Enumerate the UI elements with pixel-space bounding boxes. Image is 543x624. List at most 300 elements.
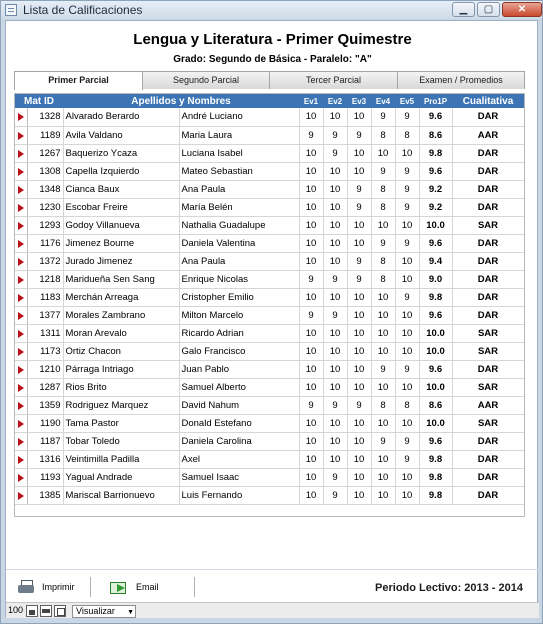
- cell-ev1: 10: [299, 252, 323, 270]
- cell-apellidos: Capella Izquierdo: [63, 162, 179, 180]
- row-pointer-icon: [18, 366, 24, 374]
- cell-nombres: Daniela Valentina: [179, 234, 299, 252]
- cell-ev4: 9: [371, 360, 395, 378]
- cell-ev2: 10: [323, 180, 347, 198]
- printer-icon: [18, 580, 34, 594]
- cell-mat-id: 1267: [27, 144, 63, 162]
- cell-ev2: 10: [323, 450, 347, 468]
- row-selector[interactable]: [15, 378, 27, 396]
- cell-ev5: 8: [395, 126, 419, 144]
- cell-mat-id: 1190: [27, 414, 63, 432]
- table-row[interactable]: [15, 198, 524, 216]
- table-row[interactable]: [15, 324, 524, 342]
- client-area: [5, 20, 538, 618]
- actual-size-icon[interactable]: [54, 605, 66, 617]
- cell-cualitativa: SAR: [452, 324, 524, 342]
- cell-ev3: 10: [347, 108, 371, 126]
- cell-apellidos: Tobar Toledo: [63, 432, 179, 450]
- cell-mat-id: 1348: [27, 180, 63, 198]
- table-row[interactable]: [15, 126, 524, 144]
- cell-ev1: 10: [299, 288, 323, 306]
- table-row[interactable]: [15, 378, 524, 396]
- cell-ev4: 8: [371, 270, 395, 288]
- cell-mat-id: 1218: [27, 270, 63, 288]
- col-header-cualitativa[interactable]: Cualitativa: [452, 94, 524, 108]
- cell-apellidos: Rodriguez Marquez: [63, 396, 179, 414]
- cell-ev4: 10: [371, 342, 395, 360]
- table-row[interactable]: [15, 180, 524, 198]
- row-selector[interactable]: [15, 108, 27, 126]
- cell-nombres: Axel: [179, 450, 299, 468]
- cell-apellidos: Baquerizo Ycaza: [63, 144, 179, 162]
- cell-pro1p: 9.2: [419, 180, 452, 198]
- col-header-ev4[interactable]: Ev4: [371, 94, 395, 108]
- cell-pro1p: 10.0: [419, 216, 452, 234]
- cell-nombres: Cristopher Emilio: [179, 288, 299, 306]
- cell-apellidos: Mariscal Barrionuevo: [63, 486, 179, 504]
- cell-ev5: 10: [395, 486, 419, 504]
- table-row[interactable]: [15, 234, 524, 252]
- cell-mat-id: 1359: [27, 396, 63, 414]
- cell-ev2: 10: [323, 288, 347, 306]
- cell-ev5: 10: [395, 306, 419, 324]
- cell-nombres: Galo Francisco: [179, 342, 299, 360]
- cell-pro1p: 10.0: [419, 324, 452, 342]
- cell-apellidos: Tama Pastor: [63, 414, 179, 432]
- cell-nombres: Ana Paula: [179, 180, 299, 198]
- cell-pro1p: 10.0: [419, 342, 452, 360]
- cell-cualitativa: DAR: [452, 306, 524, 324]
- cell-mat-id: 1311: [27, 324, 63, 342]
- cell-ev4: 10: [371, 288, 395, 306]
- cell-ev2: 10: [323, 324, 347, 342]
- cell-ev4: 10: [371, 468, 395, 486]
- row-selector[interactable]: [15, 468, 27, 486]
- cell-pro1p: 9.0: [419, 270, 452, 288]
- cell-pro1p: 9.6: [419, 432, 452, 450]
- cell-ev2: 9: [323, 126, 347, 144]
- cell-ev5: 10: [395, 252, 419, 270]
- cell-ev2: 10: [323, 360, 347, 378]
- cell-ev5: 9: [395, 180, 419, 198]
- cell-ev2: 10: [323, 234, 347, 252]
- row-selector[interactable]: [15, 144, 27, 162]
- cell-ev5: 10: [395, 216, 419, 234]
- row-pointer-icon: [18, 330, 24, 338]
- cell-ev5: 10: [395, 324, 419, 342]
- row-pointer-icon: [18, 456, 24, 464]
- grades-table: [15, 94, 525, 505]
- cell-apellidos: Godoy Villanueva: [63, 216, 179, 234]
- cell-pro1p: 9.6: [419, 108, 452, 126]
- cell-ev1: 10: [299, 234, 323, 252]
- cell-apellidos: Ortiz Chacon: [63, 342, 179, 360]
- cell-ev3: 10: [347, 432, 371, 450]
- cell-apellidos: Alvarado Berardo: [63, 108, 179, 126]
- row-pointer-icon: [18, 492, 24, 500]
- view-select-value: Visualizar: [76, 606, 115, 616]
- row-pointer-icon: [18, 438, 24, 446]
- col-header-ev3[interactable]: Ev3: [347, 94, 371, 108]
- cell-nombres: Juan Pablo: [179, 360, 299, 378]
- cell-ev5: 9: [395, 234, 419, 252]
- periodo-lectivo: Periodo Lectivo: 2013 - 2014: [375, 582, 523, 594]
- cell-mat-id: 1193: [27, 468, 63, 486]
- cell-mat-id: 1316: [27, 450, 63, 468]
- cell-apellidos: Merchán Arreaga: [63, 288, 179, 306]
- row-pointer-icon: [18, 258, 24, 266]
- cell-ev2: 10: [323, 198, 347, 216]
- title-bar[interactable]: [1, 1, 542, 19]
- cell-ev2: 9: [323, 306, 347, 324]
- cell-ev2: 10: [323, 342, 347, 360]
- cell-apellidos: Avila Valdano: [63, 126, 179, 144]
- row-pointer-icon: [18, 384, 24, 392]
- cell-pro1p: 9.8: [419, 486, 452, 504]
- cell-mat-id: 1328: [27, 108, 63, 126]
- cell-pro1p: 10.0: [419, 414, 452, 432]
- cell-ev5: 9: [395, 432, 419, 450]
- print-button[interactable]: [18, 577, 75, 597]
- cell-nombres: Donald Estefano: [179, 414, 299, 432]
- cell-ev1: 10: [299, 342, 323, 360]
- row-selector[interactable]: [15, 216, 27, 234]
- cell-apellidos: Cianca Baux: [63, 180, 179, 198]
- cell-ev3: 9: [347, 198, 371, 216]
- cell-cualitativa: DAR: [452, 162, 524, 180]
- cell-ev1: 10: [299, 162, 323, 180]
- row-pointer-icon: [18, 204, 24, 212]
- cell-ev3: 9: [347, 396, 371, 414]
- cell-ev3: 10: [347, 486, 371, 504]
- cell-ev4: 9: [371, 432, 395, 450]
- tab-tercer-parcial[interactable]: Tercer Parcial: [269, 71, 398, 89]
- table-row[interactable]: [15, 450, 524, 468]
- table-row[interactable]: [15, 108, 524, 126]
- zoom-level[interactable]: 100: [8, 605, 24, 615]
- cell-ev3: 9: [347, 252, 371, 270]
- col-header-ev5[interactable]: Ev5: [395, 94, 419, 108]
- view-select[interactable]: [72, 605, 136, 618]
- cell-cualitativa: DAR: [452, 450, 524, 468]
- row-selector[interactable]: [15, 360, 27, 378]
- fit-page-icon[interactable]: [26, 605, 38, 617]
- tab-primer-parcial[interactable]: Primer Parcial: [14, 71, 143, 90]
- row-selector[interactable]: [15, 288, 27, 306]
- cell-ev2: 10: [323, 108, 347, 126]
- cell-ev5: 10: [395, 414, 419, 432]
- cell-ev3: 10: [347, 306, 371, 324]
- cell-ev3: 9: [347, 180, 371, 198]
- col-header-nombres[interactable]: Apellidos y Nombres: [63, 94, 299, 108]
- cell-ev5: 10: [395, 144, 419, 162]
- cell-ev1: 9: [299, 306, 323, 324]
- cell-ev4: 10: [371, 486, 395, 504]
- cell-nombres: Mateo Sebastian: [179, 162, 299, 180]
- cell-ev5: 9: [395, 162, 419, 180]
- col-header-ev2[interactable]: Ev2: [323, 94, 347, 108]
- cell-ev3: 10: [347, 414, 371, 432]
- cell-cualitativa: DAR: [452, 234, 524, 252]
- table-row[interactable]: [15, 360, 524, 378]
- cell-ev1: 10: [299, 486, 323, 504]
- cell-mat-id: 1372: [27, 252, 63, 270]
- row-selector[interactable]: [15, 126, 27, 144]
- table-row[interactable]: [15, 162, 524, 180]
- row-selector[interactable]: [15, 324, 27, 342]
- cell-mat-id: 1385: [27, 486, 63, 504]
- cell-ev4: 10: [371, 414, 395, 432]
- cell-apellidos: Jimenez Bourne: [63, 234, 179, 252]
- cell-ev1: 10: [299, 432, 323, 450]
- cell-ev4: 10: [371, 450, 395, 468]
- cell-pro1p: 9.4: [419, 252, 452, 270]
- close-button[interactable]: ✕: [502, 2, 542, 17]
- cell-ev1: 10: [299, 360, 323, 378]
- row-pointer-icon: [18, 474, 24, 482]
- row-pointer-icon: [18, 222, 24, 230]
- row-pointer-icon: [18, 113, 24, 121]
- cell-ev3: 10: [347, 360, 371, 378]
- app-icon: [5, 4, 17, 16]
- row-pointer-icon: [18, 132, 24, 140]
- table-row[interactable]: [15, 216, 524, 234]
- row-selector[interactable]: [15, 198, 27, 216]
- cell-ev1: 9: [299, 396, 323, 414]
- cell-cualitativa: DAR: [452, 360, 524, 378]
- cell-ev4: 10: [371, 144, 395, 162]
- table-row[interactable]: [15, 306, 524, 324]
- cell-apellidos: Rios Brito: [63, 378, 179, 396]
- cell-ev1: 10: [299, 468, 323, 486]
- fit-width-icon[interactable]: [40, 605, 52, 617]
- cell-ev5: 10: [395, 468, 419, 486]
- tab-examen-promedios[interactable]: Examen / Promedios: [397, 71, 525, 89]
- cell-ev5: 8: [395, 396, 419, 414]
- cell-nombres: Samuel Isaac: [179, 468, 299, 486]
- cell-ev2: 10: [323, 414, 347, 432]
- table-header-row: [15, 94, 524, 108]
- table-row[interactable]: [15, 342, 524, 360]
- row-selector[interactable]: [15, 162, 27, 180]
- table-row[interactable]: [15, 144, 524, 162]
- cell-apellidos: Escobar Freire: [63, 198, 179, 216]
- cell-ev4: 8: [371, 180, 395, 198]
- cell-ev5: 10: [395, 378, 419, 396]
- cell-mat-id: 1287: [27, 378, 63, 396]
- cell-ev3: 10: [347, 234, 371, 252]
- chevron-down-icon: ▼: [127, 609, 134, 616]
- cell-cualitativa: DAR: [452, 198, 524, 216]
- cell-ev5: 10: [395, 270, 419, 288]
- table-row[interactable]: [15, 252, 524, 270]
- cell-cualitativa: DAR: [452, 486, 524, 504]
- email-label: Email: [136, 582, 159, 592]
- cell-nombres: André Luciano: [179, 108, 299, 126]
- cell-apellidos: Maridueña Sen Sang: [63, 270, 179, 288]
- cell-apellidos: Moran Arevalo: [63, 324, 179, 342]
- cell-mat-id: 1210: [27, 360, 63, 378]
- cell-cualitativa: SAR: [452, 342, 524, 360]
- cell-ev1: 10: [299, 450, 323, 468]
- cell-ev1: 9: [299, 126, 323, 144]
- cell-ev1: 10: [299, 414, 323, 432]
- cell-ev5: 9: [395, 288, 419, 306]
- cell-apellidos: Yagual Andrade: [63, 468, 179, 486]
- cell-mat-id: 1377: [27, 306, 63, 324]
- cell-ev3: 9: [347, 270, 371, 288]
- table-row[interactable]: [15, 414, 524, 432]
- cell-ev4: 8: [371, 126, 395, 144]
- cell-ev3: 10: [347, 162, 371, 180]
- footer-divider: [6, 569, 539, 570]
- cell-mat-id: 1230: [27, 198, 63, 216]
- row-pointer-icon: [18, 348, 24, 356]
- table-row[interactable]: [15, 432, 524, 450]
- cell-ev3: 10: [347, 216, 371, 234]
- cell-mat-id: 1189: [27, 126, 63, 144]
- cell-pro1p: 9.6: [419, 306, 452, 324]
- cell-ev2: 10: [323, 216, 347, 234]
- col-header-pro1p[interactable]: Pro1P: [419, 94, 452, 108]
- cell-ev5: 9: [395, 450, 419, 468]
- cell-cualitativa: SAR: [452, 414, 524, 432]
- cell-nombres: Samuel Alberto: [179, 378, 299, 396]
- table-row[interactable]: [15, 468, 524, 486]
- cell-ev4: 8: [371, 198, 395, 216]
- cell-ev1: 10: [299, 144, 323, 162]
- cell-pro1p: 8.6: [419, 126, 452, 144]
- cell-mat-id: 1293: [27, 216, 63, 234]
- status-bar: [6, 602, 539, 618]
- row-selector[interactable]: [15, 180, 27, 198]
- cell-cualitativa: SAR: [452, 378, 524, 396]
- row-selector[interactable]: [15, 306, 27, 324]
- col-header-mat-id[interactable]: Mat ID: [15, 94, 63, 108]
- cell-nombres: David Nahum: [179, 396, 299, 414]
- cell-ev2: 10: [323, 162, 347, 180]
- table-row[interactable]: [15, 288, 524, 306]
- minimize-button[interactable]: ▁: [452, 2, 475, 17]
- cell-ev2: 9: [323, 396, 347, 414]
- table-row[interactable]: [15, 396, 524, 414]
- cell-nombres: Enrique Nicolas: [179, 270, 299, 288]
- cell-ev1: 10: [299, 324, 323, 342]
- row-selector[interactable]: [15, 414, 27, 432]
- cell-nombres: Ana Paula: [179, 252, 299, 270]
- cell-cualitativa: DAR: [452, 144, 524, 162]
- cell-pro1p: 10.0: [419, 378, 452, 396]
- cell-ev4: 10: [371, 216, 395, 234]
- cell-ev4: 9: [371, 162, 395, 180]
- cell-ev1: 10: [299, 216, 323, 234]
- row-selector[interactable]: [15, 252, 27, 270]
- row-pointer-icon: [18, 294, 24, 302]
- row-pointer-icon: [18, 150, 24, 158]
- cell-nombres: María Belén: [179, 198, 299, 216]
- cell-ev2: 9: [323, 486, 347, 504]
- row-selector[interactable]: [15, 234, 27, 252]
- row-pointer-icon: [18, 168, 24, 176]
- cell-ev1: 10: [299, 378, 323, 396]
- cell-ev2: 10: [323, 432, 347, 450]
- col-header-ev1[interactable]: Ev1: [299, 94, 323, 108]
- row-pointer-icon: [18, 276, 24, 284]
- row-selector[interactable]: [15, 486, 27, 504]
- cell-ev2: 9: [323, 468, 347, 486]
- cell-cualitativa: AAR: [452, 396, 524, 414]
- table-row[interactable]: [15, 486, 524, 504]
- cell-ev1: 10: [299, 198, 323, 216]
- cell-pro1p: 9.8: [419, 450, 452, 468]
- cell-mat-id: 1183: [27, 288, 63, 306]
- cell-nombres: Nathalia Guadalupe: [179, 216, 299, 234]
- maximize-button[interactable]: ▢: [477, 2, 500, 17]
- cell-cualitativa: DAR: [452, 432, 524, 450]
- cell-apellidos: Veintimilla Padilla: [63, 450, 179, 468]
- cell-ev4: 9: [371, 108, 395, 126]
- cell-pro1p: 9.2: [419, 198, 452, 216]
- cell-ev1: 10: [299, 108, 323, 126]
- cell-mat-id: 1173: [27, 342, 63, 360]
- cell-ev2: 9: [323, 144, 347, 162]
- cell-apellidos: Morales Zambrano: [63, 306, 179, 324]
- row-pointer-icon: [18, 312, 24, 320]
- cell-nombres: Daniela Carolina: [179, 432, 299, 450]
- cell-ev5: 9: [395, 360, 419, 378]
- cell-cualitativa: DAR: [452, 270, 524, 288]
- cell-cualitativa: DAR: [452, 288, 524, 306]
- email-icon: [110, 580, 128, 594]
- cell-nombres: Ricardo Adrian: [179, 324, 299, 342]
- row-selector[interactable]: [15, 270, 27, 288]
- row-pointer-icon: [18, 240, 24, 248]
- cell-pro1p: 9.8: [419, 468, 452, 486]
- cell-apellidos: Jurado Jimenez: [63, 252, 179, 270]
- cell-mat-id: 1187: [27, 432, 63, 450]
- cell-apellidos: Párraga Intriago: [63, 360, 179, 378]
- row-selector[interactable]: [15, 432, 27, 450]
- cell-ev2: 10: [323, 378, 347, 396]
- tab-segundo-parcial[interactable]: Segundo Parcial: [142, 71, 270, 89]
- grades-grid[interactable]: [14, 93, 525, 517]
- cell-pro1p: 9.6: [419, 360, 452, 378]
- table-row[interactable]: [15, 270, 524, 288]
- cell-ev3: 10: [347, 468, 371, 486]
- bottom-toolbar: [6, 573, 539, 601]
- row-selector[interactable]: [15, 450, 27, 468]
- cell-ev4: 8: [371, 252, 395, 270]
- cell-ev5: 9: [395, 198, 419, 216]
- cell-nombres: Maria Laura: [179, 126, 299, 144]
- cell-ev3: 10: [347, 144, 371, 162]
- row-selector[interactable]: [15, 396, 27, 414]
- cell-nombres: Luciana Isabel: [179, 144, 299, 162]
- cell-ev3: 10: [347, 450, 371, 468]
- row-pointer-icon: [18, 420, 24, 428]
- cell-ev4: 10: [371, 306, 395, 324]
- cell-ev3: 10: [347, 378, 371, 396]
- row-pointer-icon: [18, 402, 24, 410]
- toolbar-separator: [90, 577, 91, 597]
- cell-ev1: 9: [299, 270, 323, 288]
- cell-ev2: 10: [323, 252, 347, 270]
- report-title: Lengua y Literatura - Primer Quimestre: [133, 31, 412, 48]
- email-button[interactable]: [110, 577, 159, 597]
- row-selector[interactable]: [15, 342, 27, 360]
- cell-ev3: 10: [347, 342, 371, 360]
- cell-cualitativa: DAR: [452, 180, 524, 198]
